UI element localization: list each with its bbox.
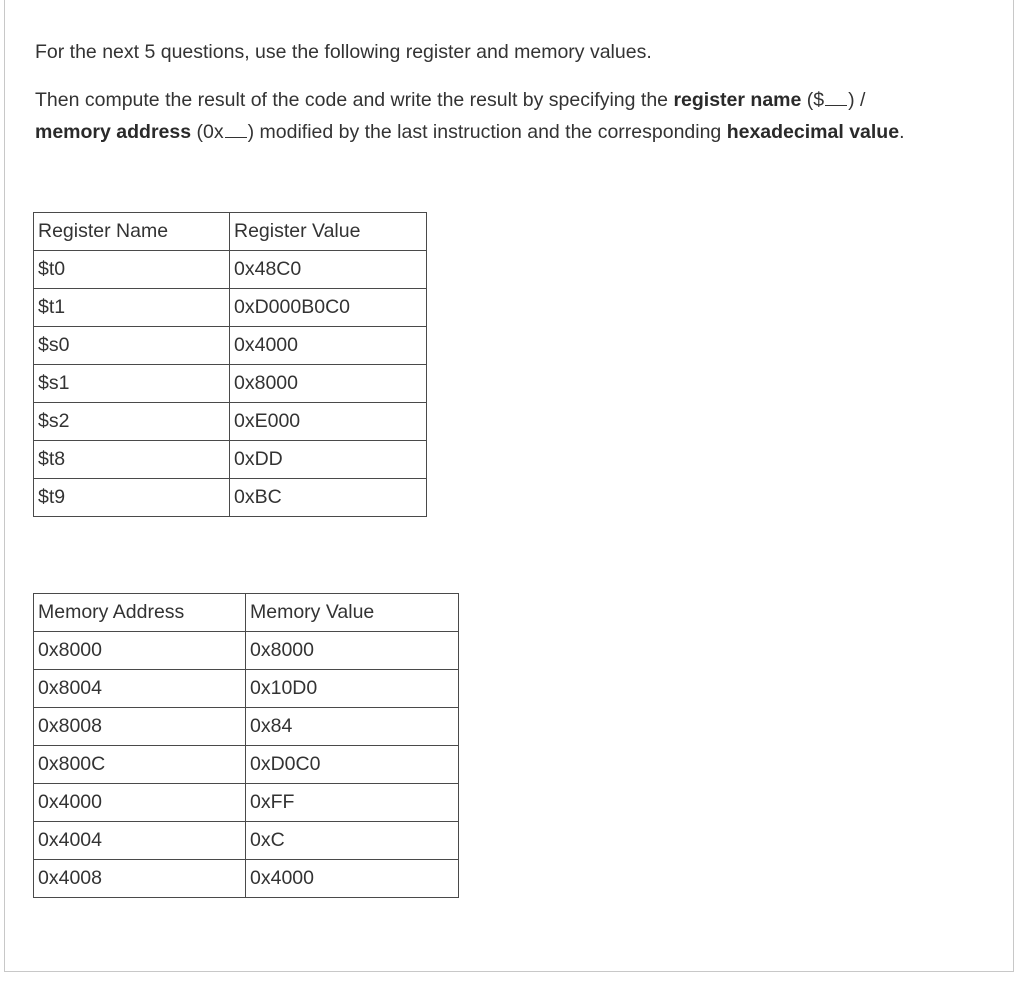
table-row bbox=[34, 860, 459, 898]
memory-value-cell: 0x4000 bbox=[246, 860, 459, 898]
table-row bbox=[34, 403, 427, 441]
address-blank bbox=[225, 123, 247, 138]
instructions-text-3: ) / bbox=[848, 89, 866, 111]
register-table-header bbox=[34, 213, 427, 251]
table-row bbox=[34, 746, 459, 784]
question-card bbox=[4, 0, 1014, 972]
table-row bbox=[34, 289, 427, 327]
instructions-text-1: Then compute the result of the code and write the result by specifying the bbox=[35, 89, 674, 111]
instructions-text-2: ($ bbox=[801, 89, 825, 111]
register-name-emphasis: register name bbox=[673, 89, 802, 111]
table-row bbox=[34, 784, 459, 822]
register-name-cell: $t9 bbox=[34, 479, 230, 517]
table-row bbox=[34, 365, 427, 403]
table-row bbox=[34, 670, 459, 708]
register-name-cell: $t0 bbox=[34, 251, 230, 289]
memory-address-cell: 0x4004 bbox=[34, 822, 246, 860]
intro-line-1: For the next 5 questions, use the following register and memory values. bbox=[35, 41, 652, 63]
intro-instructions bbox=[35, 84, 995, 148]
memory-value-cell: 0xD0C0 bbox=[246, 746, 459, 784]
memory-value-header: Memory Value bbox=[246, 594, 459, 632]
register-table bbox=[33, 212, 427, 517]
instructions-text-6: . bbox=[899, 121, 905, 143]
memory-value-cell: 0x10D0 bbox=[246, 670, 459, 708]
instructions-text-5: ) modified by the last instruction and the corresponding bbox=[247, 121, 727, 143]
memory-table bbox=[33, 593, 459, 898]
table-row bbox=[34, 632, 459, 670]
memory-value-cell: 0x84 bbox=[246, 708, 459, 746]
register-value-cell: 0x48C0 bbox=[230, 251, 427, 289]
register-value-cell: 0xE000 bbox=[230, 403, 427, 441]
memory-address-cell: 0x4008 bbox=[34, 860, 246, 898]
hex-value-emphasis: hexadecimal value bbox=[726, 121, 900, 143]
memory-address-cell: 0x8008 bbox=[34, 708, 246, 746]
register-value-header: Register Value bbox=[230, 213, 427, 251]
register-name-cell: $s2 bbox=[34, 403, 230, 441]
register-name-cell: $t8 bbox=[34, 441, 230, 479]
register-value-cell: 0x8000 bbox=[230, 365, 427, 403]
memory-value-cell: 0x8000 bbox=[246, 632, 459, 670]
memory-address-emphasis: memory address bbox=[35, 121, 192, 143]
register-value-cell: 0xBC bbox=[230, 479, 427, 517]
register-blank bbox=[825, 91, 847, 106]
register-name-cell: $s1 bbox=[34, 365, 230, 403]
table-row bbox=[34, 251, 427, 289]
memory-address-header: Memory Address bbox=[34, 594, 246, 632]
register-name-header: Register Name bbox=[34, 213, 230, 251]
table-row bbox=[34, 441, 427, 479]
memory-address-cell: 0x8004 bbox=[34, 670, 246, 708]
table-row bbox=[34, 327, 427, 365]
memory-address-cell: 0x4000 bbox=[34, 784, 246, 822]
register-value-cell: 0x4000 bbox=[230, 327, 427, 365]
table-row bbox=[34, 708, 459, 746]
register-name-cell: $t1 bbox=[34, 289, 230, 327]
instructions-text-4: (0x bbox=[191, 121, 224, 143]
register-value-cell: 0xD000B0C0 bbox=[230, 289, 427, 327]
memory-value-cell: 0xC bbox=[246, 822, 459, 860]
memory-address-cell: 0x8000 bbox=[34, 632, 246, 670]
register-name-cell: $s0 bbox=[34, 327, 230, 365]
register-value-cell: 0xDD bbox=[230, 441, 427, 479]
table-row bbox=[34, 822, 459, 860]
memory-value-cell: 0xFF bbox=[246, 784, 459, 822]
memory-table-header bbox=[34, 594, 459, 632]
table-row bbox=[34, 479, 427, 517]
memory-address-cell: 0x800C bbox=[34, 746, 246, 784]
